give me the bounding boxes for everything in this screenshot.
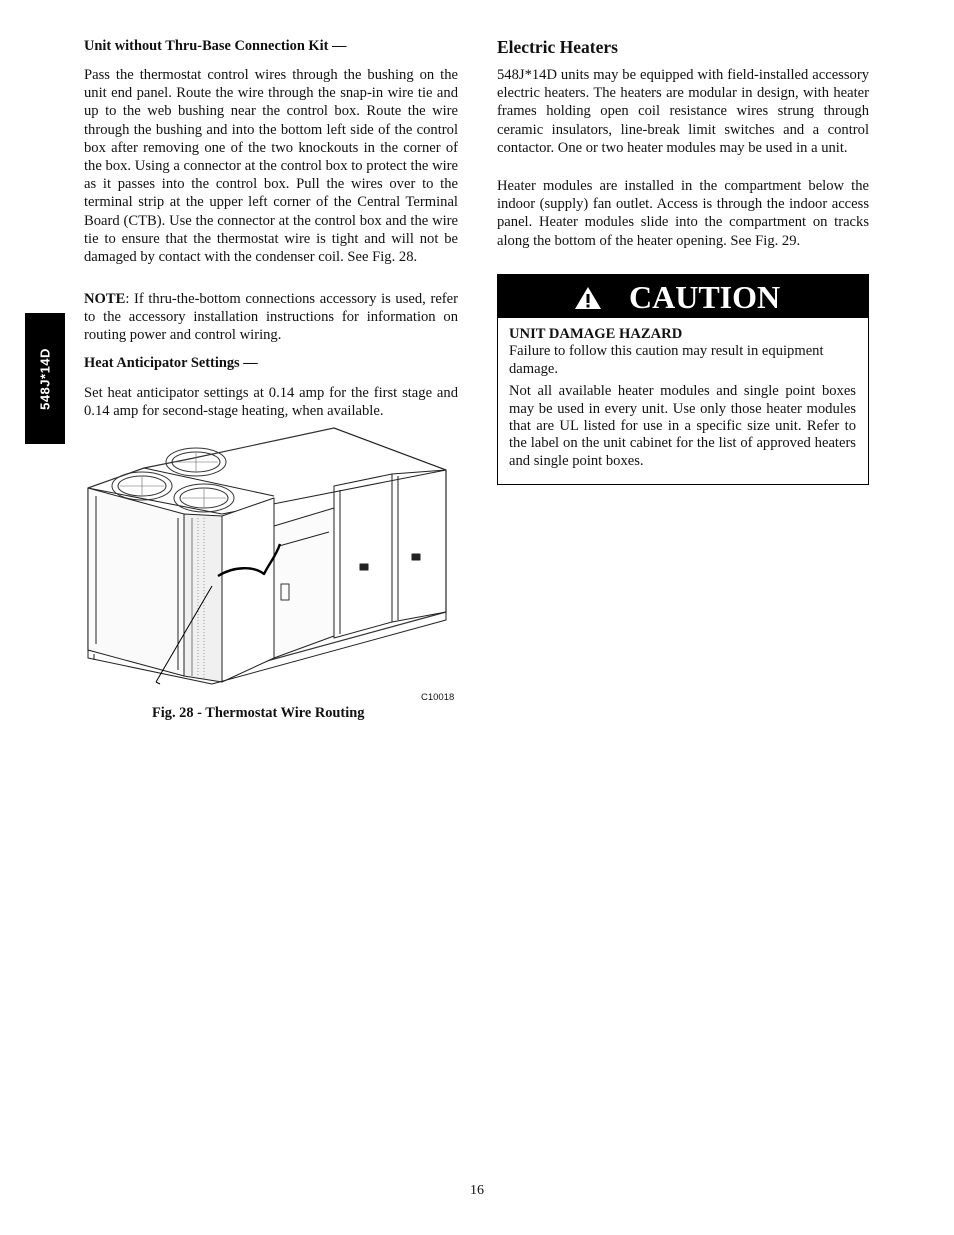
caution-line1: Failure to follow this caution may result in equipment damage.	[509, 343, 824, 377]
heading-electric-heaters: Electric Heaters	[497, 37, 618, 57]
page-number: 16	[470, 1183, 484, 1198]
caution-box	[497, 274, 869, 485]
para-heat-anticipator-text: Set heat anticipator settings at 0.14 amp for the first stage and 0.14 amp for second-stage heating, when available.	[84, 385, 458, 420]
figure-caption: Fig. 28 - Thermostat Wire Routing	[152, 705, 365, 721]
note-paragraph	[84, 290, 458, 345]
side-tab-label: 548J*14D	[37, 347, 53, 410]
para-heat-anticipator	[84, 384, 458, 420]
caution-content	[509, 325, 856, 470]
caution-header	[498, 275, 868, 318]
heading-heat-anticipator: Heat Anticipator Settings —	[84, 355, 258, 371]
side-tab	[25, 313, 65, 444]
caution-text: Not all available heater modules and single point boxes may be used in every unit. Use only those heater modules that are UL listed for use in a specific size unit. Refer to the label on the unit cabinet for the list of approved heaters and single point boxes.	[509, 383, 856, 469]
para-thermostat-routing	[84, 66, 458, 266]
para-thermostat-routing-text: Pass the thermostat control wires through the bushing on the unit end panel. Route the wire through the snap-in wire tie and up to the web bushing near the control box. Route the wire through the bushing and into the bottom left side of the control box after removing one of the two knockouts in the corner of the box. Using a connector at the control box to protect the wire as it passes into the control box. Pull the wires over to the terminal strip at the upper left corner of the Central Terminal Board (CTB). Use the connector at the control box and the wire tie to ensure that the thermostat wire is tight and will not be damaged by contact with the condenser coil. See Fig. 28.	[84, 67, 458, 266]
note-text: : If thru-the-bottom connections accessory is used, refer to the accessory installation instructions for information on routing power and control wiring.	[84, 291, 458, 344]
figure-code: C10018	[421, 692, 455, 703]
warning-triangle-icon	[574, 286, 602, 310]
caution-hazard: UNIT DAMAGE HAZARD	[509, 326, 683, 342]
caution-title: CAUTION	[629, 279, 781, 315]
note-label: NOTE	[84, 291, 126, 307]
para-heater-modules-text: Heater modules are installed in the compartment below the indoor (supply) fan outlet. Access is through the indoor access panel. Heater modules slide into the compartment on tracks along the bottom of the heater opening. See Fig. 29.	[497, 178, 869, 249]
para-electric-heaters	[497, 66, 869, 157]
heading-thru-base: Unit without Thru-Base Connection Kit —	[84, 38, 347, 54]
para-heater-modules	[497, 177, 869, 250]
unit-illustration	[84, 426, 458, 690]
para-electric-heaters-text: 548J*14D units may be equipped with field-installed accessory electric heaters. The heaters are modular in design, with heater frames holding open coil resistance wires strung through ceramic insulators, line-break limit switches and a control contactor. One or two heater modules may be used in a unit.	[497, 67, 869, 156]
